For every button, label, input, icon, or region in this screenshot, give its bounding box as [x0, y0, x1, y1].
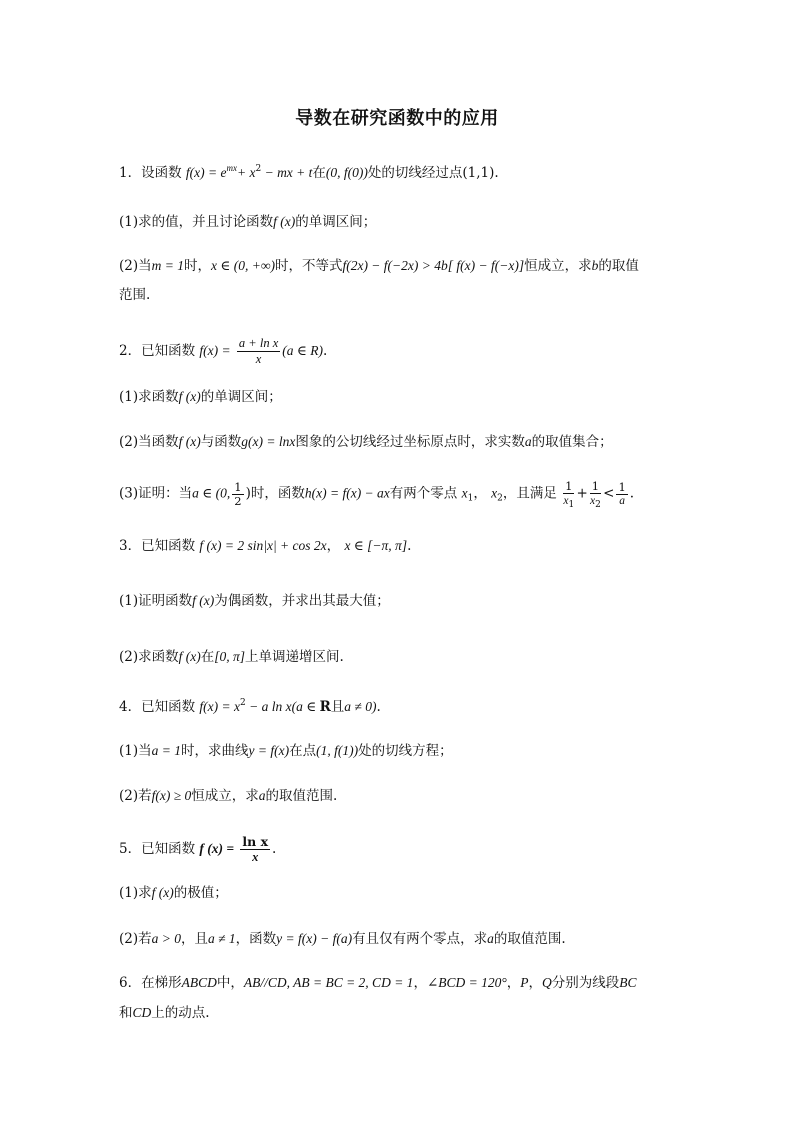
problem-4-part-1: (1)当a = 1时，求曲线y = f(x)在点(1, f(1))处的切线方程； — [119, 743, 453, 759]
problem-3-part-1: (1)证明函数f (x)为偶函数，并求出其最大值； — [119, 593, 390, 609]
problem-2-part-2: (2)当函数f (x)与函数g(x) = lnx图象的公切线经过坐标原点时，求实数a的取值集合； — [119, 434, 613, 450]
problem-3-part-2: (2)求函数f (x)在[0, π]上单调递增区间. — [119, 649, 344, 665]
problem-2-part-3: (3)证明：当a ∈ (0, $\frac{1}{2}$ )时，函数h(x) = f(x) − ax有两个零点 $x_1$， $x_2$，且满足 $\frac{1}{x_1}$ + $\frac{1}{x_2}$ < $\frac{1}{a}$ . — [119, 479, 635, 510]
fraction: $\frac{\text{a + ln x}}{x}$ — [238, 336, 279, 366]
problem-5-part-2: (2)若a > 0，且a ≠ 1，函数y = f(x) − f(a)有且仅有两个零点，求a的取值范围. — [119, 931, 566, 947]
problem-2-stem: 2．已知函数 f(x) = $\frac{\text{a + ln x}}{x}$ (a ∈ R). — [119, 336, 328, 366]
problem-2-part-1: (1)求函数f (x)的单调区间； — [119, 389, 282, 405]
problem-1-part-2-cont: 范围. — [119, 287, 151, 303]
page-title: 导数在研究函数中的应用 — [295, 108, 499, 129]
problem-4-part-2: (2)若f(x) ≥ 0恒成立，求a的取值范围. — [119, 788, 338, 804]
problem-1-part-1: (1)求的值，并且讨论函数f (x)的单调区间； — [119, 214, 377, 230]
problem-4-stem: 4．已知函数 $f(x) = x^2 - a$ ln x(a ∈ R且a ≠ 0). — [119, 698, 381, 715]
problem-5-stem: 5．已知函数 f (x) = $\frac{\text{ln x}}{x}$ . — [119, 834, 277, 864]
problem-1-stem: 1．设函数 $f(x) = e^{mx}+ x^2$ − mx + t在(0, f(0))处的切线经过点(1,1). — [119, 163, 499, 181]
problem-3-stem: 3．已知函数 f (x) = 2 sin|x| + cos 2x， x ∈ [−π, π]. — [119, 538, 412, 554]
problem-1-part-2: (2)当m = 1时，x ∈ (0, +∞)时，不等式f(2x) − f(−2x) > 4b[ f(x) − f(−x)]恒成立，求b的取值 — [119, 258, 639, 274]
problem-6-cont: 和CD上的动点. — [119, 1005, 210, 1021]
problem-6-stem: 6．在梯形ABCD中，AB//CD, AB = BC = 2, CD = 1，∠BCD = 120°，P，Q分别为线段BC — [119, 975, 637, 991]
problem-5-part-1: (1)求f (x)的极值； — [119, 885, 228, 901]
